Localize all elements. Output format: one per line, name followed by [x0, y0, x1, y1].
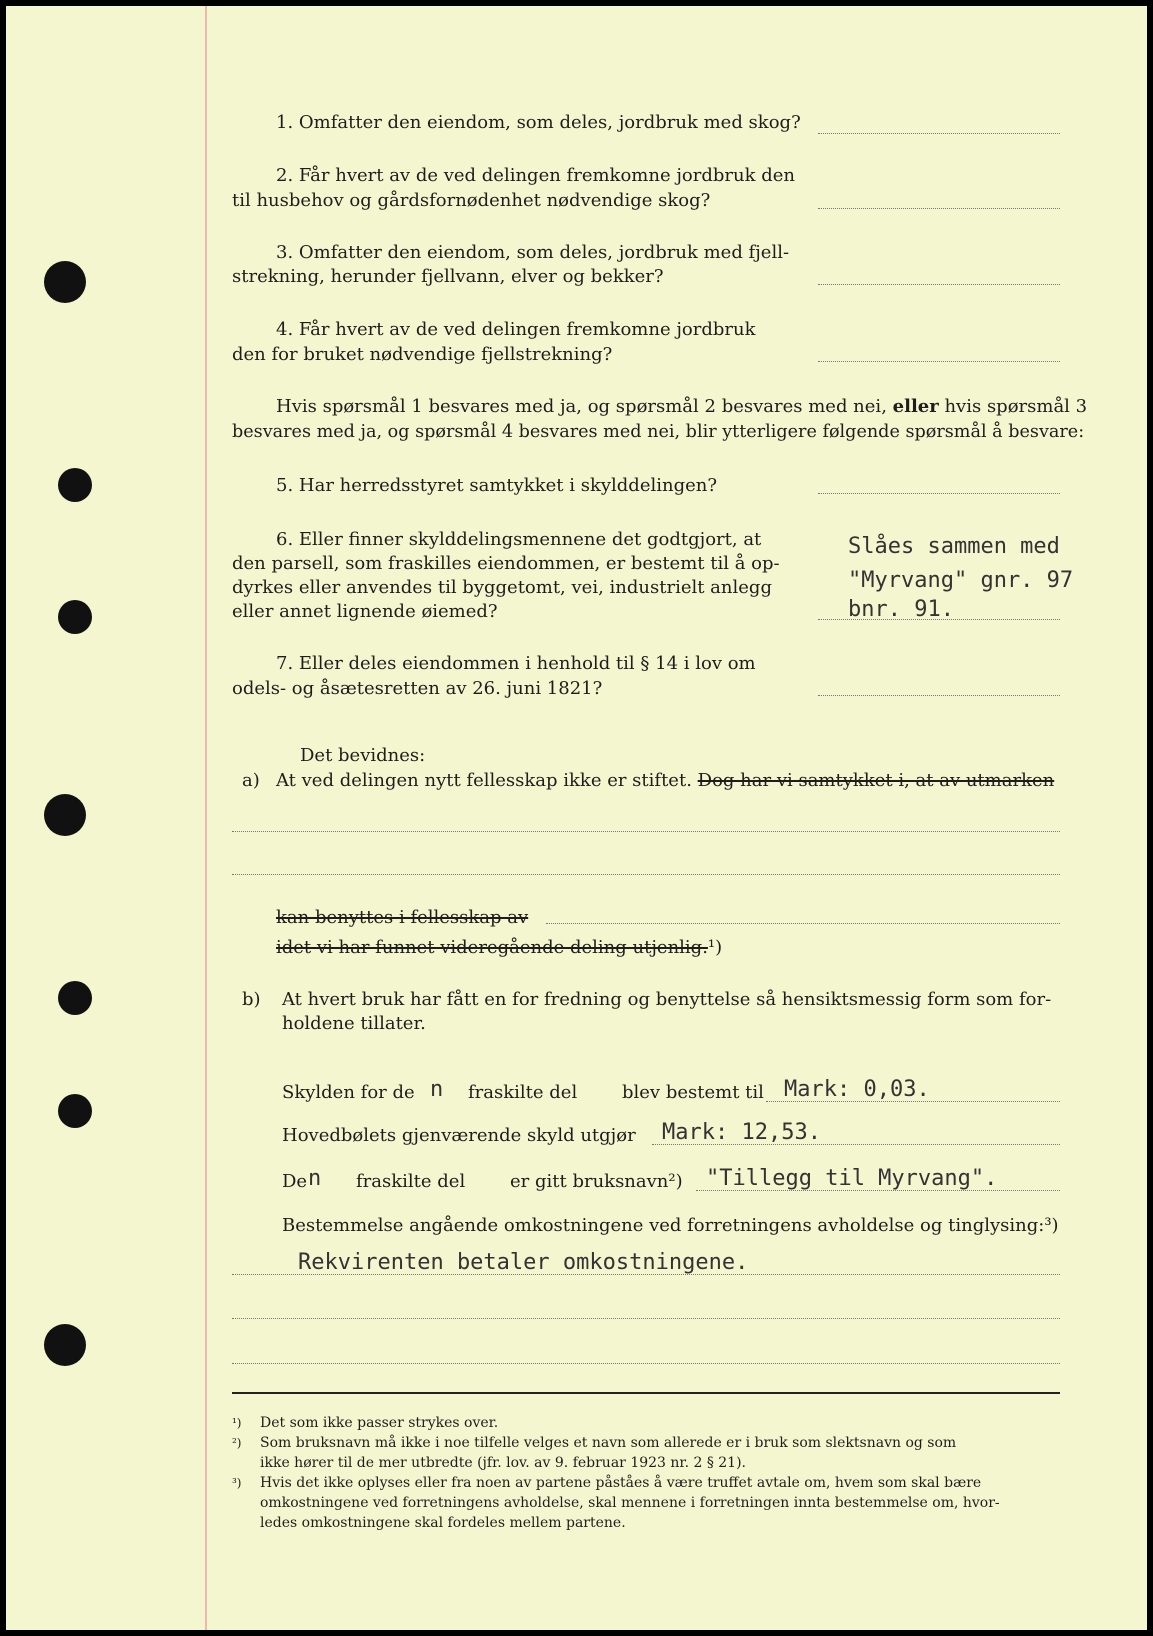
skyld-line-1-c: blev bestemt til	[622, 1082, 764, 1103]
answer-line-4[interactable]	[818, 361, 1060, 362]
question-2-line-1: 2. Får hvert av de ved delingen fremkomne jordbruk den	[276, 165, 795, 186]
footnote-divider	[232, 1392, 1060, 1394]
blank-line[interactable]	[546, 923, 1060, 924]
punch-hole	[44, 1324, 86, 1366]
punch-hole	[58, 981, 92, 1015]
footnote-3-line-3: ledes omkostningene skal fordeles mellem partene.	[260, 1515, 626, 1531]
question-2-line-2: til husbehov og gårdsfornødenhet nødvendige skog?	[232, 190, 711, 211]
certify-heading: Det bevidnes:	[300, 745, 426, 766]
question-4-line-1: 4. Får hvert av de ved delingen fremkomne jordbruk	[276, 319, 756, 340]
footnote-2-line-1: Som bruksnavn må ikke i noe tilfelle velges et navn som allerede er i bruk som slektsnavn og som	[260, 1435, 957, 1451]
answer-line-6[interactable]	[818, 619, 1060, 620]
question-5: 5. Har herredsstyret samtykket i skylddelingen?	[276, 475, 717, 496]
skyld-line-1-value: Mark: 0,03.	[784, 1077, 930, 1102]
condition-line-2: besvares med ja, og spørsmål 4 besvares med nei, blir ytterligere følgende spørsmål å besvare:	[232, 422, 1085, 442]
skyld-line-1-hand: n	[430, 1077, 444, 1102]
skyld-line-1-b: fraskilte del	[468, 1082, 578, 1103]
question-1: 1. Omfatter den eiendom, som deles, jordbruk med skog?	[276, 112, 801, 133]
document-page	[6, 6, 1147, 1630]
answer-6-line-3: bnr. 91.	[848, 597, 954, 622]
answer-line-7[interactable]	[818, 695, 1060, 696]
punch-hole	[44, 261, 86, 303]
punch-hole	[58, 468, 92, 502]
certify-a-text	[276, 769, 1054, 793]
value-line[interactable]	[232, 1274, 1060, 1275]
skyld-line-2-value: Mark: 12,53.	[662, 1120, 821, 1145]
question-6-line-3: dyrkes eller anvendes til byggetomt, vei, industrielt anlegg	[232, 577, 772, 598]
certify-a-label: a)	[242, 770, 260, 791]
skyld-line-5-value: Rekvirenten betaler omkostningene.	[298, 1250, 749, 1275]
blank-line[interactable]	[232, 1318, 1060, 1319]
answer-6-line-1: Slåes sammen med	[848, 534, 1060, 559]
certify-a-statement: At ved delingen nytt fellesskap ikke er stiftet.	[276, 770, 692, 791]
condition-emphasis: eller	[892, 396, 939, 417]
margin-line	[205, 6, 207, 1630]
skyld-line-4: Bestemmelse angående omkostningene ved forretningens avholdelse og tinglysing:³)	[282, 1215, 1059, 1236]
question-4-line-2: den for bruket nødvendige fjellstrekning?	[232, 344, 613, 365]
question-7-line-2: odels- og åsætesretten av 26. juni 1821?	[232, 678, 603, 699]
skyld-line-1-a: Skylden for de	[282, 1082, 415, 1103]
blank-line[interactable]	[232, 874, 1060, 875]
answer-line-2[interactable]	[818, 208, 1060, 209]
certify-a-struck: Dog har vi samtykket i, at av utmarken	[697, 770, 1055, 791]
answer-line-3[interactable]	[818, 284, 1060, 285]
skyld-line-3-value: "Tillegg til Myrvang".	[706, 1166, 998, 1191]
skyld-line-3-b: fraskilte del	[356, 1171, 466, 1192]
struck-line-3	[276, 936, 722, 960]
footnote-3-line-2: omkostningene ved forretningens avholdelse, skal mennene i forretningen innta bestemmelse om, hvor-	[260, 1495, 1000, 1511]
blank-line[interactable]	[232, 831, 1060, 832]
question-6-line-2: den parsell, som fraskilles eiendommen, er bestemt til å op-	[232, 553, 780, 574]
footnote-3-line-1: Hvis det ikke oplyses eller fra noen av partene påståes å være truffet avtale om, hvem som skal bære	[260, 1475, 982, 1491]
value-line[interactable]	[766, 1101, 1060, 1102]
condition-text-c: hvis spørsmål 3	[944, 396, 1088, 417]
certify-b-line-1: At hvert bruk har fått en for fredning og benyttelse så hensiktsmessig form som for-	[282, 989, 1052, 1010]
punch-hole	[58, 1094, 92, 1128]
answer-line-5[interactable]	[818, 493, 1060, 494]
condition-line-1	[276, 395, 1087, 419]
footnote-ref-1: ¹)	[707, 937, 723, 958]
condition-text-a: Hvis spørsmål 1 besvares med ja, og spørsmål 2 besvares med nei,	[276, 396, 887, 417]
skyld-line-2-a: Hovedbølets gjenværende skyld utgjør	[282, 1125, 636, 1146]
skyld-line-3-c: er gitt bruksnavn²)	[510, 1171, 683, 1192]
value-line[interactable]	[696, 1190, 1060, 1191]
footnote-3-mark: ³)	[232, 1476, 242, 1490]
answer-line-1[interactable]	[818, 133, 1060, 134]
footnote-1: Det som ikke passer strykes over.	[260, 1415, 499, 1431]
footnote-2-mark: ²)	[232, 1436, 242, 1450]
footnote-1-mark: ¹)	[232, 1416, 242, 1430]
answer-6-line-2: "Myrvang" gnr. 97	[848, 568, 1074, 593]
struck-line-2: kan benyttes i fellesskap av	[276, 907, 529, 928]
struck-line-3-text: idet vi har funnet videregående deling utjenlig.	[276, 937, 708, 958]
value-line[interactable]	[652, 1144, 1060, 1145]
punch-hole	[58, 600, 92, 634]
question-6-line-4: eller annet lignende øiemed?	[232, 601, 498, 622]
certify-b-line-2: holdene tillater.	[282, 1013, 426, 1034]
question-3-line-2: strekning, herunder fjellvann, elver og bekker?	[232, 266, 664, 287]
question-6-line-1: 6. Eller finner skylddelingsmennene det godtgjort, at	[276, 529, 762, 550]
skyld-line-3-hand: n	[308, 1166, 322, 1191]
skyld-line-3-a: De	[282, 1171, 308, 1192]
blank-line[interactable]	[232, 1363, 1060, 1364]
footnote-2-line-2: ikke hører til de mer utbredte (jfr. lov. av 9. februar 1923 nr. 2 § 21).	[260, 1455, 747, 1471]
certify-b-label: b)	[242, 989, 261, 1010]
punch-hole	[44, 794, 86, 836]
question-7-line-1: 7. Eller deles eiendommen i henhold til § 14 i lov om	[276, 653, 756, 674]
question-3-line-1: 3. Omfatter den eiendom, som deles, jordbruk med fjell-	[276, 242, 790, 263]
